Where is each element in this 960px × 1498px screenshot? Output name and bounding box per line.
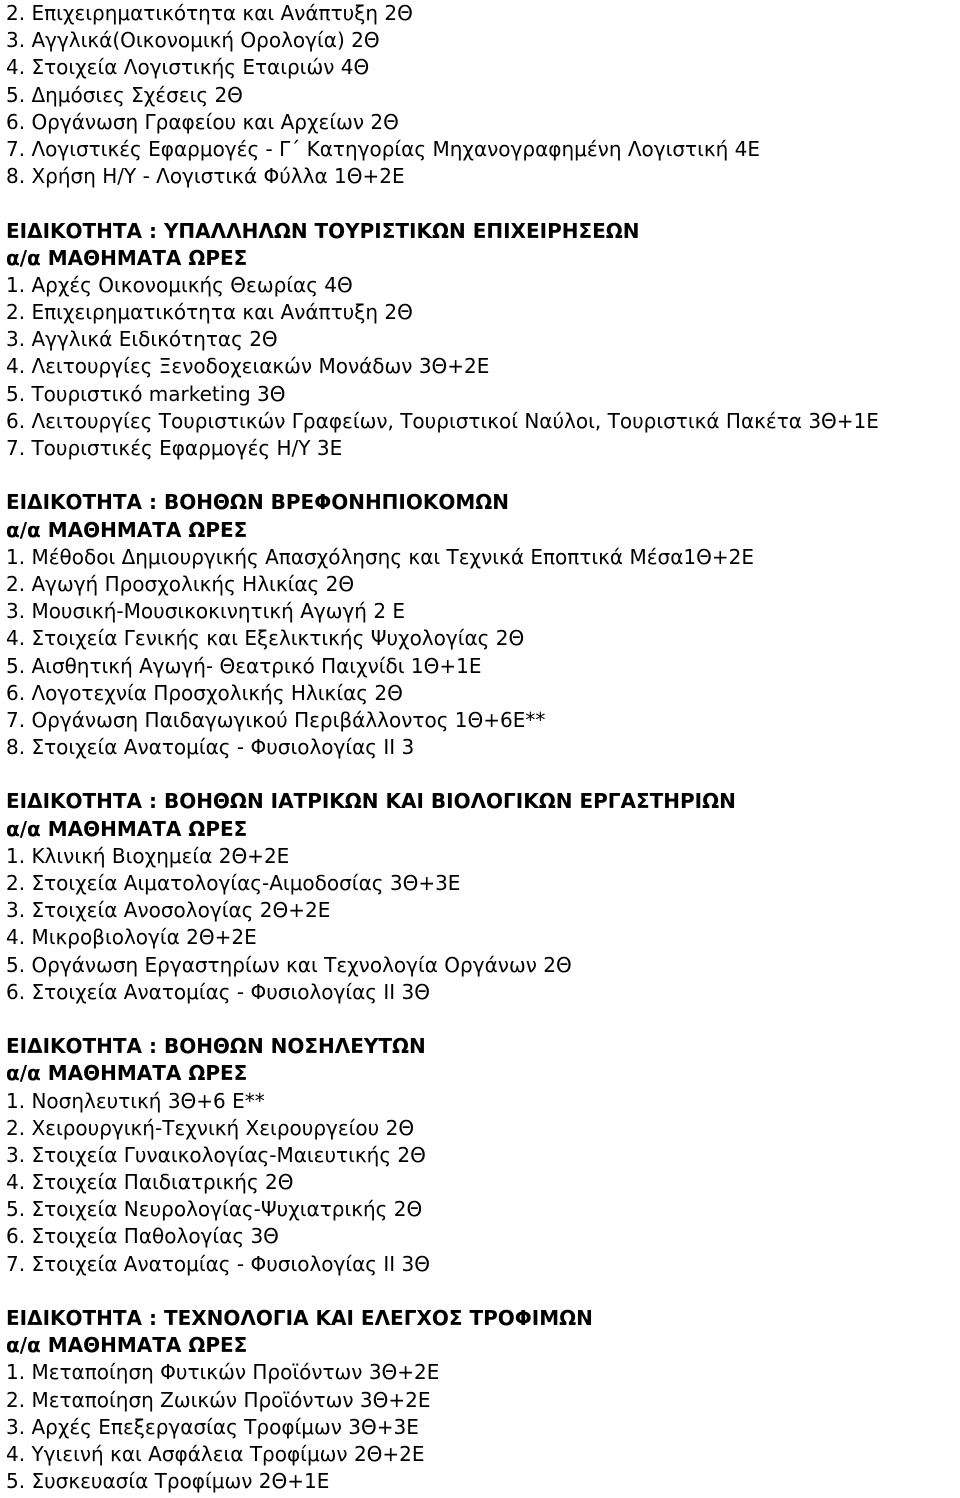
course-item: 1. Μεταποίηση Φυτικών Προϊόντων 3Θ+2Ε bbox=[6, 1360, 440, 1385]
course-item: 7. Λογιστικές Εφαρμογές - Γ΄ Κατηγορίας Μηχανογραφημένη Λογιστική 4Ε bbox=[6, 136, 761, 161]
course-item: 3. Μουσική-Μουσικοκινητική Αγωγή 2 Ε bbox=[6, 599, 406, 624]
course-item: 2. Επιχειρηματικότητα και Ανάπτυξη 2Θ bbox=[6, 300, 413, 325]
specialty-title: ΕΙΔΙΚΟΤΗΤΑ : ΥΠΑΛΛΗΛΩΝ ΤΟΥΡΙΣΤΙΚΩΝ ΕΠΙΧΕΙΡΗΣΕΩΝ bbox=[6, 218, 640, 243]
course-item: 1. Κλινική Βιοχημεία 2Θ+2Ε bbox=[6, 843, 290, 868]
course-item: 4. Λειτουργίες Ξενοδοχειακών Μονάδων 3Θ+2Ε bbox=[6, 354, 490, 379]
section-spacer bbox=[6, 1006, 956, 1033]
course-item: 5. Δημόσιες Σχέσεις 2Θ bbox=[6, 82, 243, 107]
specialty-title: ΕΙΔΙΚΟΤΗΤΑ : ΤΕΧΝΟΛΟΓΙΑ ΚΑΙ ΕΛΕΓΧΟΣ ΤΡΟΦΙΜΩΝ bbox=[6, 1306, 593, 1330]
course-item: 5. Αισθητική Αγωγή- Θεατρικό Παιχνίδι 1Θ+1Ε bbox=[6, 653, 482, 678]
specialty-section bbox=[6, 1305, 956, 1495]
specialty-sections bbox=[6, 190, 956, 1495]
course-item: 6. Στοιχεία Παθολογίας 3Θ bbox=[6, 1224, 279, 1249]
intro-list bbox=[6, 0, 956, 190]
course-item: 2. Αγωγή Προσχολικής Ηλικίας 2Θ bbox=[6, 571, 355, 596]
course-item: 4. Υγιεινή και Ασφάλεια Τροφίμων 2Θ+2Ε bbox=[6, 1441, 425, 1466]
course-item: 6. Οργάνωση Γραφείου και Αρχείων 2Θ bbox=[6, 109, 399, 134]
specialty-section bbox=[6, 1033, 956, 1278]
course-item: 7. Στοιχεία Ανατομίας - Φυσιολογίας ΙΙ 3Θ bbox=[6, 1251, 431, 1276]
course-item: 6. Λογοτεχνία Προσχολικής Ηλικίας 2Θ bbox=[6, 680, 403, 705]
course-item: 6. Λειτουργίες Τουριστικών Γραφείων, Τουριστικοί Ναύλοι, Τουριστικά Πακέτα 3Θ+1Ε bbox=[6, 408, 879, 433]
course-item: 5. Συσκευασία Τροφίμων 2Θ+1Ε bbox=[6, 1469, 330, 1494]
specialty-section bbox=[6, 788, 956, 1006]
table-header: α/α ΜΑΘΗΜΑΤΑ ΩΡΕΣ bbox=[6, 1333, 248, 1358]
document-body bbox=[6, 0, 956, 1495]
course-item: 6. Στοιχεία Ανατομίας - Φυσιολογίας ΙΙ 3Θ bbox=[6, 979, 431, 1004]
specialty-section bbox=[6, 489, 956, 761]
course-item: 5. Στοιχεία Νευρολογίας-Ψυχιατρικής 2Θ bbox=[6, 1197, 423, 1222]
course-item: 3. Αγγλικά(Οικονομική Ορολογία) 2Θ bbox=[6, 28, 380, 53]
course-item: 1. Αρχές Οικονομικής Θεωρίας 4Θ bbox=[6, 272, 353, 297]
table-header: α/α ΜΑΘΗΜΑΤΑ ΩΡΕΣ bbox=[6, 245, 248, 270]
table-header: α/α ΜΑΘΗΜΑΤΑ ΩΡΕΣ bbox=[6, 1061, 248, 1086]
course-item: 3. Αρχές Επεξεργασίας Τροφίμων 3Θ+3Ε bbox=[6, 1414, 419, 1439]
course-item: 4. Στοιχεία Γενικής και Εξελικτικής Ψυχολογίας 2Θ bbox=[6, 626, 525, 651]
course-item: 3. Στοιχεία Ανοσολογίας 2Θ+2Ε bbox=[6, 898, 331, 923]
course-item: 4. Στοιχεία Παιδιατρικής 2Θ bbox=[6, 1170, 294, 1195]
course-item: 3. Αγγλικά Ειδικότητας 2Θ bbox=[6, 327, 278, 352]
course-item: 8. Χρήση Η/Υ - Λογιστικά Φύλλα 1Θ+2Ε bbox=[6, 164, 405, 189]
course-item: 7. Τουριστικές Εφαρμογές Η/Υ 3Ε bbox=[6, 436, 343, 460]
course-item: 7. Οργάνωση Παιδαγωγικού Περιβάλλοντος 1Θ+6Ε** bbox=[6, 707, 546, 732]
course-item: 5. Οργάνωση Εργαστηρίων και Τεχνολογία Οργάνων 2Θ bbox=[6, 952, 572, 977]
course-item: 2. Χειρουργική-Τεχνική Χειρουργείου 2Θ bbox=[6, 1115, 415, 1140]
specialty-section bbox=[6, 218, 956, 463]
course-item: 2. Επιχειρηματικότητα και Ανάπτυξη 2Θ bbox=[6, 1, 413, 25]
table-header: α/α ΜΑΘΗΜΑΤΑ ΩΡΕΣ bbox=[6, 816, 248, 841]
course-item: 1. Νοσηλευτική 3Θ+6 Ε** bbox=[6, 1088, 265, 1113]
section-spacer bbox=[6, 761, 956, 788]
course-item: 2. Στοιχεία Αιματολογίας-Αιμοδοσίας 3Θ+3Ε bbox=[6, 871, 461, 895]
specialty-title: ΕΙΔΙΚΟΤΗΤΑ : ΒΟΗΘΩΝ ΝΟΣΗΛΕΥΤΩΝ bbox=[6, 1034, 426, 1059]
table-header: α/α ΜΑΘΗΜΑΤΑ ΩΡΕΣ bbox=[6, 517, 248, 542]
course-item: 8. Στοιχεία Ανατομίας - Φυσιολογίας ΙΙ 3 bbox=[6, 735, 415, 760]
course-item: 3. Στοιχεία Γυναικολογίας-Μαιευτικής 2Θ bbox=[6, 1142, 426, 1167]
section-spacer bbox=[6, 462, 956, 489]
section-spacer bbox=[6, 190, 956, 217]
specialty-title: ΕΙΔΙΚΟΤΗΤΑ : ΒΟΗΘΩΝ ΙΑΤΡΙΚΩΝ ΚΑΙ ΒΙΟΛΟΓΙΚΩΝ ΕΡΓΑΣΤΗΡΙΩΝ bbox=[6, 789, 736, 814]
course-item: 5. Τουριστικό marketing 3Θ bbox=[6, 381, 286, 406]
course-item: 1. Μέθοδοι Δημιουργικής Απασχόλησης και Τεχνικά Εποπτικά Μέσα1Θ+2Ε bbox=[6, 544, 754, 569]
specialty-title: ΕΙΔΙΚΟΤΗΤΑ : ΒΟΗΘΩΝ ΒΡΕΦΟΝΗΠΙΟΚΟΜΩΝ bbox=[6, 490, 510, 515]
section-spacer bbox=[6, 1278, 956, 1305]
course-item: 4. Μικροβιολογία 2Θ+2Ε bbox=[6, 925, 257, 950]
course-item: 2. Μεταποίηση Ζωικών Προϊόντων 3Θ+2Ε bbox=[6, 1387, 431, 1412]
course-item: 4. Στοιχεία Λογιστικής Εταιριών 4Θ bbox=[6, 55, 370, 80]
